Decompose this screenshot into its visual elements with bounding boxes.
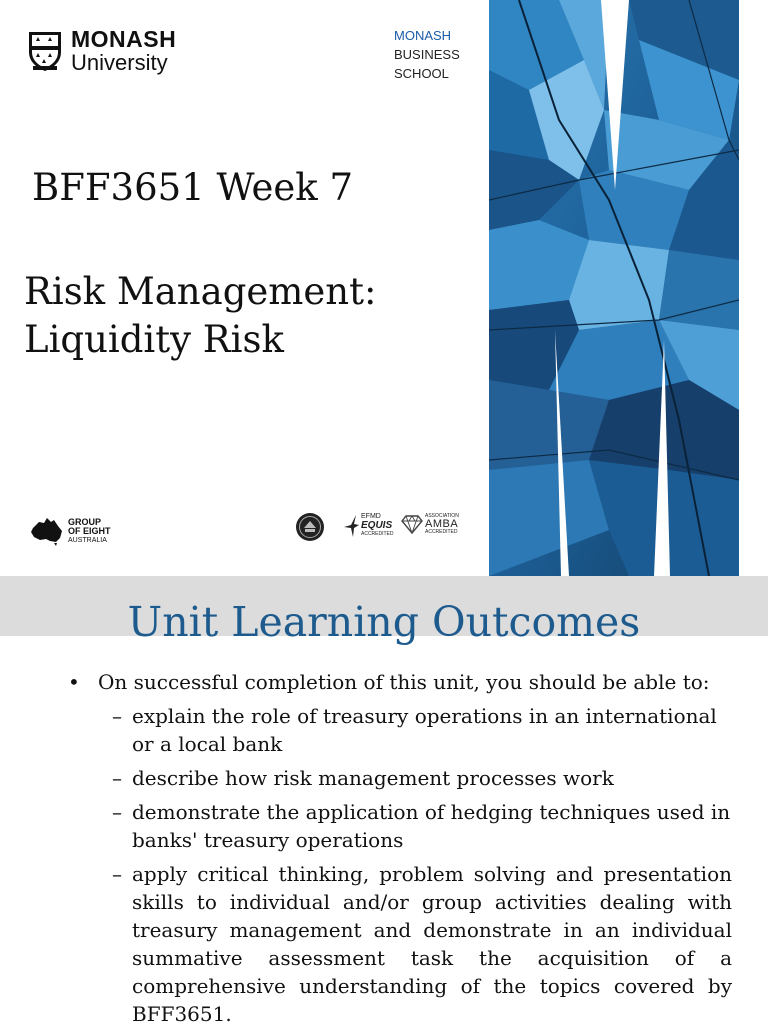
australia-map-icon [30, 516, 64, 546]
aacsb-badge [295, 512, 325, 542]
dash-icon: – [112, 766, 122, 790]
course-title: BFF3651 Week 7 [32, 166, 353, 209]
equis-top-text: EFMD [361, 513, 381, 520]
learning-outcomes-slide [0, 576, 768, 1024]
university-name: MONASH [71, 26, 177, 52]
amba-name: AMBA [425, 518, 459, 530]
school-line-2: BUSINESS [394, 47, 460, 62]
business-school-logo [394, 26, 460, 83]
amba-top-text: ASSOCIATION [425, 513, 459, 519]
lecture-title-line-2: Liquidity Risk [24, 318, 284, 361]
go8-line-3: AUSTRALIA [68, 536, 107, 544]
lead-item [68, 668, 732, 696]
lecture-title [24, 268, 376, 364]
amba-accredited: ACCREDITED [425, 529, 458, 535]
amba-badge [400, 512, 459, 536]
slide-title: Unit Learning Outcomes [127, 598, 641, 646]
outcome-text: describe how risk management processes work [132, 766, 614, 790]
outcome-item [68, 764, 732, 792]
aacsb-seal-icon [295, 512, 325, 542]
monash-university-logo [27, 28, 176, 74]
dash-icon: – [112, 800, 122, 824]
outcome-item [68, 860, 732, 1024]
outcome-text: demonstrate the application of hedging techniques used in banks' treasury operations [132, 800, 731, 852]
equis-name: EQUIS [361, 520, 393, 531]
school-line-1: MONASH [394, 28, 452, 43]
lecture-title-line-1: Risk Management: [24, 270, 377, 313]
university-word: University [71, 50, 168, 75]
equis-star-icon [342, 513, 360, 539]
equis-badge [342, 512, 394, 539]
group-of-eight-logo [30, 516, 111, 546]
bullet-icon: • [68, 670, 80, 694]
equis-accredited: ACCREDITED [361, 531, 394, 537]
amba-diamond-icon [400, 513, 424, 535]
monash-crest-icon [27, 30, 63, 72]
dash-icon: – [112, 862, 122, 886]
outcome-item [68, 702, 732, 758]
outcomes-list [68, 668, 732, 1024]
dash-icon: – [112, 704, 122, 728]
go8-line-1: GROUP [68, 516, 102, 527]
school-line-3: SCHOOL [394, 66, 449, 81]
outcome-text: explain the role of treasury operations in an international or a local bank [132, 704, 717, 756]
outcome-text: apply critical thinking, problem solving and presentation skills to individual and/or group activities dealing with treasury management and demonstrate in an individual summative assessment task the acquisition of a comprehensive understanding of the topics covered by BFF3651. [132, 862, 732, 1024]
outcome-item [68, 798, 732, 854]
go8-line-2: OF EIGHT [68, 525, 111, 536]
lead-text: On successful completion of this unit, you should be able to: [98, 670, 710, 694]
blue-glass-artwork [489, 0, 739, 576]
